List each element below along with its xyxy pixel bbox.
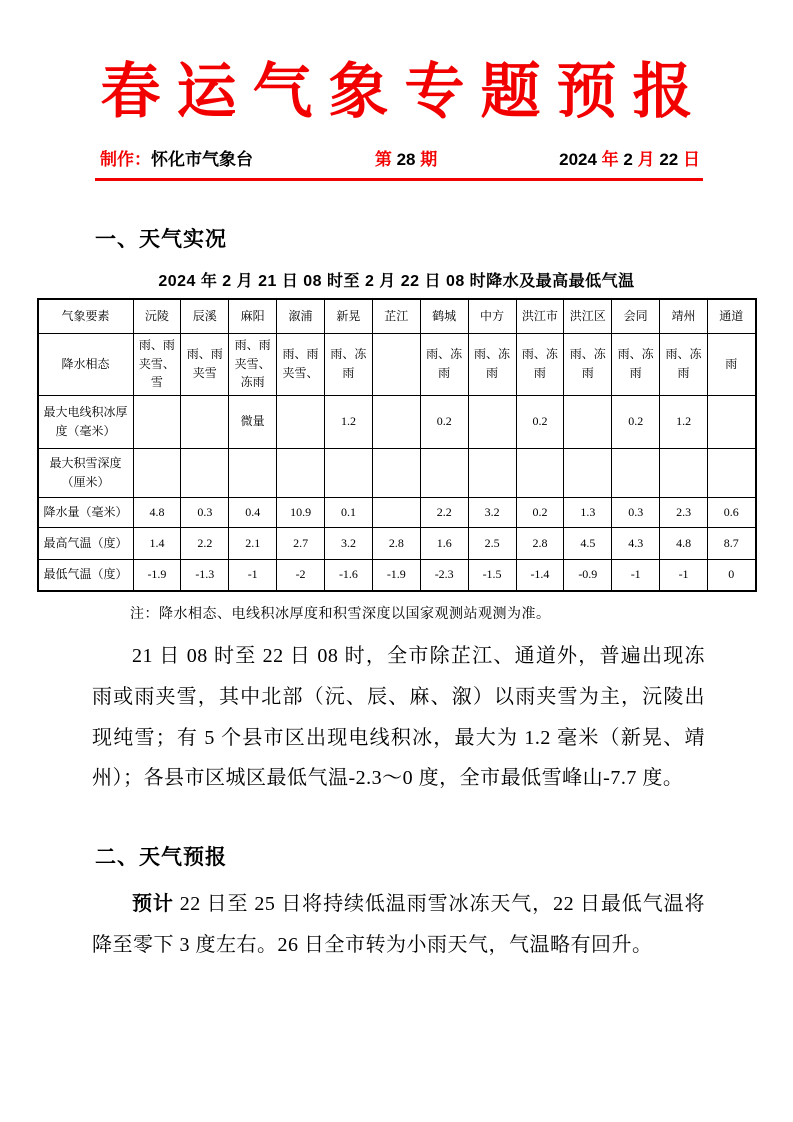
table-value-cell: 雨、雨夹雪、雪 bbox=[133, 333, 181, 395]
table-value-cell: 雨 bbox=[708, 333, 756, 395]
producer-line bbox=[100, 145, 253, 170]
table-value-cell: 2.8 bbox=[516, 527, 564, 559]
table-value-cell: 10.9 bbox=[277, 497, 325, 527]
table-value-cell: 0.3 bbox=[612, 497, 660, 527]
row-label-cell: 最高气温（度） bbox=[38, 527, 134, 559]
table-value-cell: -0.9 bbox=[564, 559, 612, 591]
header-cell-station: 麻阳 bbox=[229, 299, 277, 333]
table-row bbox=[38, 527, 756, 559]
forecast-lead: 预计 bbox=[132, 893, 174, 916]
table-value-cell bbox=[372, 497, 420, 527]
table-value-cell bbox=[468, 448, 516, 497]
issue-suffix: 期 bbox=[420, 150, 438, 169]
header-cell-station: 溆浦 bbox=[277, 299, 325, 333]
table-value-cell: 雨、冻雨 bbox=[612, 333, 660, 395]
table-value-cell: -1.9 bbox=[133, 559, 181, 591]
table-value-cell: 雨、雨夹雪、 bbox=[277, 333, 325, 395]
table-value-cell: 1.6 bbox=[420, 527, 468, 559]
table-value-cell bbox=[660, 448, 708, 497]
header-cell-station: 辰溪 bbox=[181, 299, 229, 333]
table-value-cell: -1 bbox=[612, 559, 660, 591]
table-value-cell bbox=[612, 448, 660, 497]
row-label-cell: 降水相态 bbox=[38, 333, 134, 395]
table-value-cell: 2.1 bbox=[229, 527, 277, 559]
table-value-cell: 雨、雨夹雪 bbox=[181, 333, 229, 395]
issue-number: 28 bbox=[396, 150, 416, 169]
table-value-cell bbox=[372, 395, 420, 448]
masthead-divider bbox=[95, 178, 703, 181]
table-value-cell: -2 bbox=[277, 559, 325, 591]
weather-summary-paragraph: 21 日 08 时至 22 日 08 时，全市除芷江、通道外，普遍出现冻雨或雨夹雪，其中北部（沅、辰、麻、溆）以雨夹雪为主，沅陵出现纯雪；有 5 个县市区出现电线积冰，最大为 1.2 毫米（新晃、靖州）；各县市区城区最低气温-2.3～0 度，全市最低雪峰山-7.7 度。 bbox=[92, 645, 705, 790]
table-value-cell: -1.4 bbox=[516, 559, 564, 591]
table-value-cell bbox=[516, 448, 564, 497]
table-value-cell: 3.2 bbox=[468, 497, 516, 527]
header-cell-station: 会同 bbox=[612, 299, 660, 333]
table-note: 注：降水相态、电线积冰厚度和积雪深度以国家观测站观测为准。 bbox=[130, 607, 551, 622]
date-line bbox=[559, 145, 700, 170]
table-value-cell bbox=[277, 448, 325, 497]
table-caption: 2024 年 2 月 21 日 08 时至 2 月 22 日 08 时降水及最高最低气温 bbox=[158, 273, 635, 290]
forecast-text: 22 日至 25 日将持续低温雨雪冰冻天气，22 日最低气温将降至零下 3 度左右。26 日全市转为小雨天气，气温略有回升。 bbox=[92, 893, 706, 956]
header-cell-station: 通道 bbox=[708, 299, 756, 333]
table-value-cell: -1 bbox=[229, 559, 277, 591]
table-value-cell bbox=[564, 448, 612, 497]
row-label-cell: 最大积雪深度（厘米） bbox=[38, 448, 134, 497]
row-label-cell: 最低气温（度） bbox=[38, 559, 134, 591]
table-value-cell: 4.3 bbox=[612, 527, 660, 559]
weather-observation-table bbox=[37, 298, 757, 592]
producer-label: 制作： bbox=[100, 150, 151, 169]
table-value-cell: 0.6 bbox=[708, 497, 756, 527]
header-cell-station: 靖州 bbox=[660, 299, 708, 333]
table-value-cell: 雨、冻雨 bbox=[564, 333, 612, 395]
table-value-cell: 2.3 bbox=[660, 497, 708, 527]
date-month: 2 bbox=[623, 150, 633, 169]
section1-heading: 一、天气实况 bbox=[95, 228, 227, 251]
date-year: 2024 bbox=[559, 150, 597, 169]
table-value-cell bbox=[325, 448, 373, 497]
table-value-cell: 雨、冻雨 bbox=[468, 333, 516, 395]
table-value-cell bbox=[468, 395, 516, 448]
table-value-cell: 0.2 bbox=[612, 395, 660, 448]
table-row bbox=[38, 333, 756, 395]
table-value-cell: 0.2 bbox=[516, 395, 564, 448]
section2-heading: 二、天气预报 bbox=[95, 846, 227, 870]
header-cell-station: 洪江市 bbox=[516, 299, 564, 333]
table-value-cell: 0 bbox=[708, 559, 756, 591]
table-value-cell: 雨、冻雨 bbox=[660, 333, 708, 395]
table-row bbox=[38, 559, 756, 591]
table-value-cell: 2.2 bbox=[181, 527, 229, 559]
table-value-cell: -1.5 bbox=[468, 559, 516, 591]
table-value-cell bbox=[181, 448, 229, 497]
forecast-paragraph bbox=[92, 884, 705, 966]
table-value-cell: 4.8 bbox=[660, 527, 708, 559]
masthead bbox=[100, 145, 700, 170]
table-value-cell: 雨、冻雨 bbox=[516, 333, 564, 395]
table-value-cell bbox=[133, 395, 181, 448]
header-cell-station: 沅陵 bbox=[133, 299, 181, 333]
header-cell-station: 洪江区 bbox=[564, 299, 612, 333]
table-row bbox=[38, 448, 756, 497]
table-value-cell: 雨、冻雨 bbox=[325, 333, 373, 395]
table-value-cell: 2.2 bbox=[420, 497, 468, 527]
table-value-cell: 微量 bbox=[229, 395, 277, 448]
table-value-cell: 1.3 bbox=[564, 497, 612, 527]
row-label-cell: 降水量（毫米） bbox=[38, 497, 134, 527]
table-value-cell: 1.4 bbox=[133, 527, 181, 559]
table-value-cell bbox=[420, 448, 468, 497]
table-value-cell: 8.7 bbox=[708, 527, 756, 559]
table-value-cell: 1.2 bbox=[325, 395, 373, 448]
table-value-cell: 雨、雨夹雪、冻雨 bbox=[229, 333, 277, 395]
table-value-cell: -2.3 bbox=[420, 559, 468, 591]
table-value-cell: 0.2 bbox=[420, 395, 468, 448]
table-value-cell: -1.3 bbox=[181, 559, 229, 591]
table-value-cell: 4.8 bbox=[133, 497, 181, 527]
document-title: 春运气象专题预报 bbox=[100, 59, 709, 125]
row-label-cell: 最大电线积冰厚度（毫米） bbox=[38, 395, 134, 448]
issue-number-line bbox=[375, 145, 437, 170]
table-value-cell bbox=[133, 448, 181, 497]
table-value-cell bbox=[181, 395, 229, 448]
table-value-cell bbox=[277, 395, 325, 448]
header-cell-station: 鹤城 bbox=[420, 299, 468, 333]
table-row bbox=[38, 497, 756, 527]
table-value-cell: 0.1 bbox=[325, 497, 373, 527]
table-value-cell bbox=[229, 448, 277, 497]
table-value-cell: 2.7 bbox=[277, 527, 325, 559]
table-value-cell: -1.9 bbox=[372, 559, 420, 591]
table-header-row bbox=[38, 299, 756, 333]
issue-prefix: 第 bbox=[374, 150, 392, 169]
table-value-cell: 0.4 bbox=[229, 497, 277, 527]
table-value-cell: 1.2 bbox=[660, 395, 708, 448]
table-value-cell bbox=[372, 448, 420, 497]
header-cell-element: 气象要素 bbox=[38, 299, 134, 333]
table-value-cell: 雨、冻雨 bbox=[420, 333, 468, 395]
header-cell-station: 芷江 bbox=[372, 299, 420, 333]
date-month-unit: 月 bbox=[637, 150, 655, 169]
table-value-cell: 0.2 bbox=[516, 497, 564, 527]
table-value-cell: 0.3 bbox=[181, 497, 229, 527]
table-value-cell bbox=[708, 448, 756, 497]
header-cell-station: 中方 bbox=[468, 299, 516, 333]
table-value-cell: 3.2 bbox=[325, 527, 373, 559]
date-year-unit: 年 bbox=[601, 150, 619, 169]
table-value-cell bbox=[564, 395, 612, 448]
producer-name: 怀化市气象台 bbox=[151, 150, 253, 169]
table-value-cell: 2.8 bbox=[372, 527, 420, 559]
table-value-cell: 4.5 bbox=[564, 527, 612, 559]
table-value-cell: -1.6 bbox=[325, 559, 373, 591]
table-value-cell bbox=[372, 333, 420, 395]
table-value-cell: -1 bbox=[660, 559, 708, 591]
table-value-cell bbox=[708, 395, 756, 448]
table-value-cell: 2.5 bbox=[468, 527, 516, 559]
date-day: 22 bbox=[659, 150, 679, 169]
table-row bbox=[38, 395, 756, 448]
header-cell-station: 新晃 bbox=[325, 299, 373, 333]
date-day-unit: 日 bbox=[683, 150, 700, 169]
